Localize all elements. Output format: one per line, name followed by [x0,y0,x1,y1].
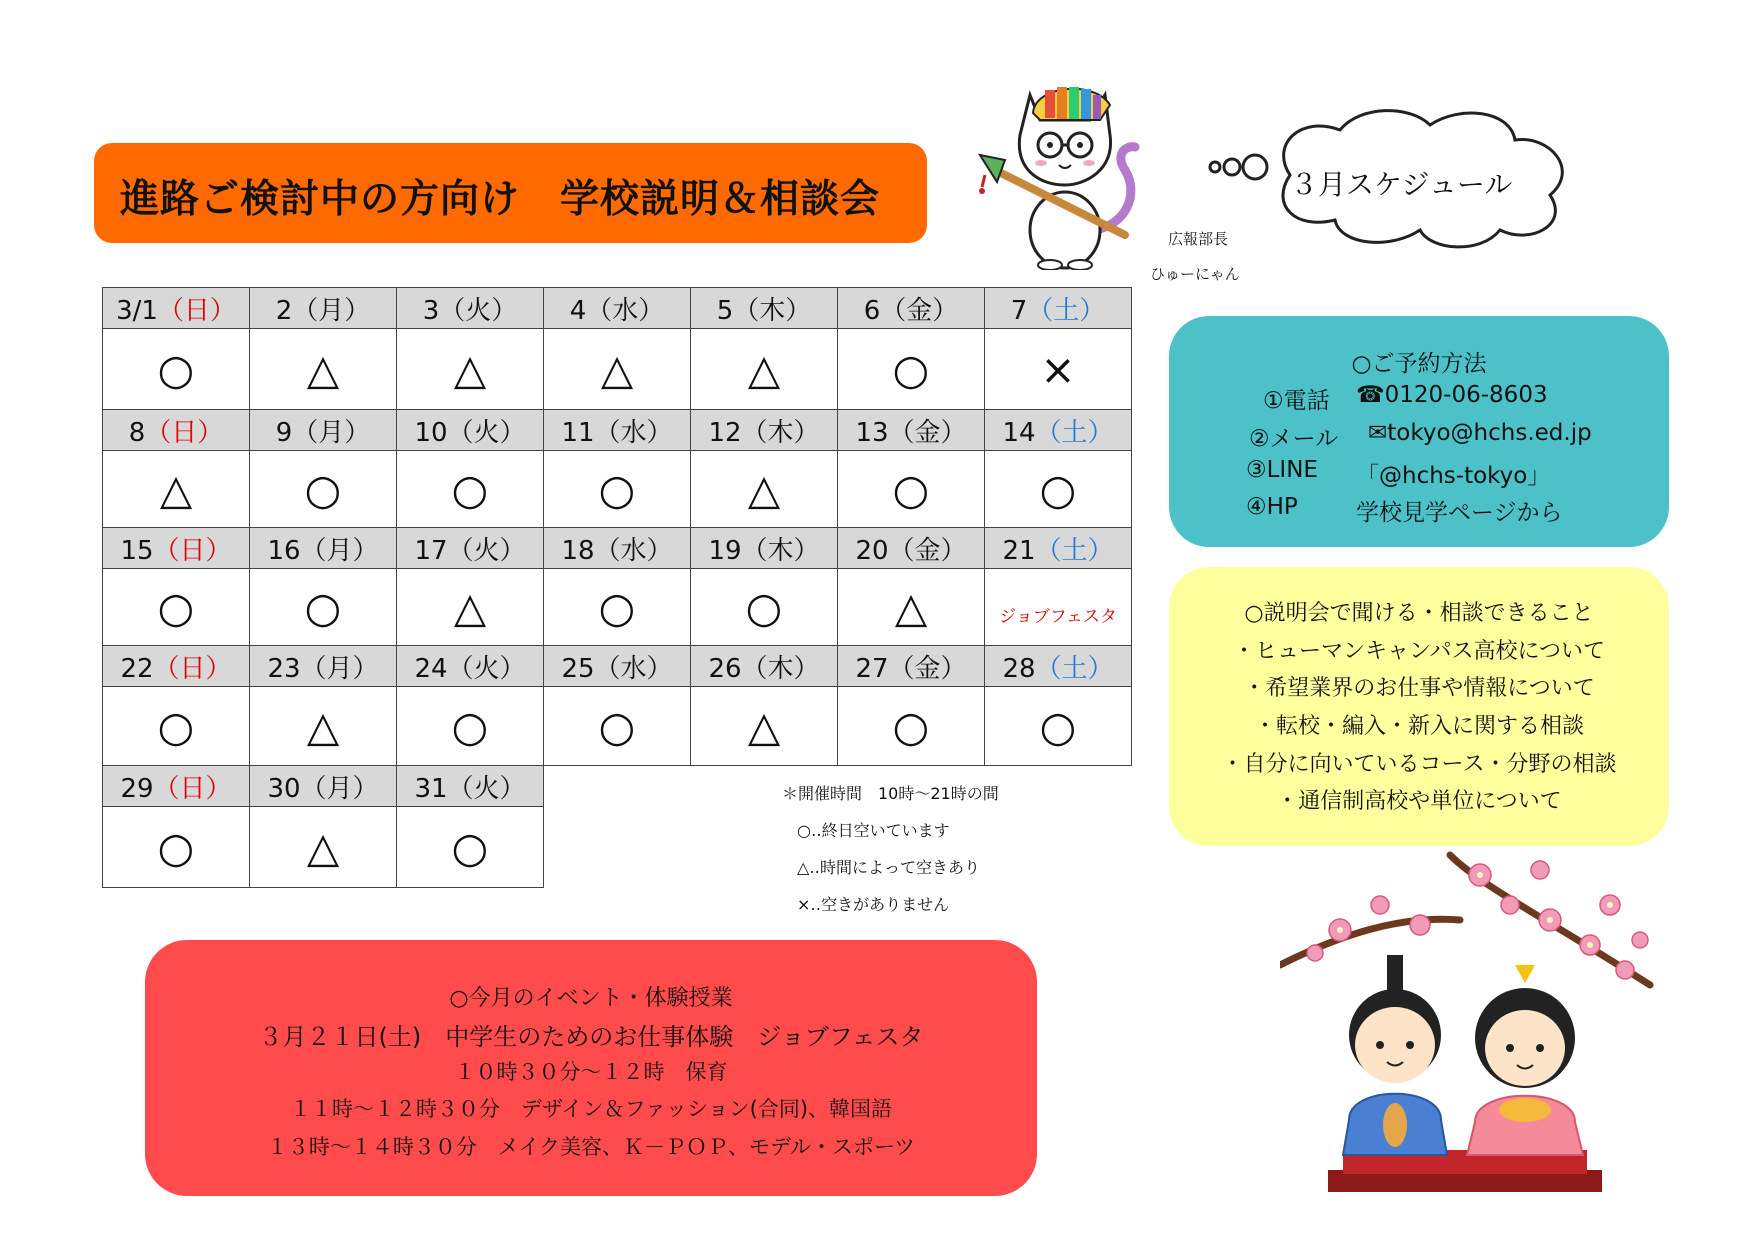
weekday-label: （金） [888,417,967,448]
day-number: 29 [120,773,154,804]
day-number: 17 [414,535,448,566]
date-row [103,288,1132,329]
day-number: 16 [267,535,301,566]
day-number: 19 [708,535,742,566]
day-number: 9 [275,417,293,448]
weekday-label: （土） [1035,535,1114,566]
weekday-label: （火） [447,417,526,448]
availability-cell [985,329,1132,410]
availability-cell [691,687,838,766]
availability-cell [691,329,838,410]
mascot-cat-illustration [975,75,1175,270]
availability-cell [985,569,1132,646]
weekday-label: （日） [157,295,236,326]
availability-cell [397,329,544,410]
weekday-label: （月） [300,653,379,684]
day-number: 4 [569,295,587,326]
date-cell [397,410,544,451]
day-number: 23 [267,653,301,684]
empty-cell [544,766,691,807]
day-number: 13 [855,417,889,448]
date-row [103,528,1132,569]
date-cell [838,410,985,451]
weekday-label: （月） [292,417,371,448]
availability-cell [985,687,1132,766]
availability-cell [544,329,691,410]
day-number: 11 [561,417,595,448]
page-title: 進路ご検討中の方向け 学校説明＆相談会 [120,177,881,222]
weekday-label: （金） [880,295,959,326]
availability-mark: ○ [1039,701,1077,751]
availability-cell [985,451,1132,528]
day-number: 22 [120,653,154,684]
availability-mark: ○ [451,822,489,872]
phone-number[interactable]: ☎0120-06-8603 [1356,382,1548,408]
legend-cross: ×‥空きがありません [797,895,950,914]
weekday-label: （火） [447,653,526,684]
topic-item: ・希望業界のお仕事や情報について [1243,676,1595,701]
weekday-label: （木） [741,417,820,448]
availability-cell [250,329,397,410]
reservation-line-label: ③LINE [1246,457,1318,483]
date-cell [103,288,250,329]
weekday-label: （日） [153,653,232,684]
day-number: 28 [1002,653,1036,684]
topic-item: ・ヒューマンキャンパス高校について [1232,639,1606,664]
availability-cell [103,687,250,766]
empty-cell [985,807,1132,888]
day-number: 21 [1002,535,1036,566]
day-number: 6 [863,295,881,326]
date-cell [838,288,985,329]
availability-mark: △ [894,582,928,632]
availability-mark: × [1040,344,1076,394]
availability-cell [838,569,985,646]
weekday-label: （木） [741,535,820,566]
availability-cell [250,451,397,528]
availability-row [103,569,1132,646]
availability-mark: ○ [451,701,489,751]
events-heading: ○今月のイベント・体験授業 [449,986,733,1011]
availability-mark: ○ [892,464,930,514]
date-cell [838,528,985,569]
availability-cell [397,451,544,528]
legend-hours: ＊開催時間 10時～21時の間 [782,784,999,803]
date-cell [103,410,250,451]
availability-mark: ○ [892,344,930,394]
date-cell [397,288,544,329]
day-number: 2 [275,295,293,326]
weekday-label: （日） [153,535,232,566]
email-address[interactable]: ✉tokyo@hchs.ed.jp [1368,420,1592,446]
availability-mark: △ [747,464,781,514]
day-number: 31 [414,773,448,804]
date-cell [985,288,1132,329]
date-cell [250,288,397,329]
topic-item: ・自分に向いているコース・分野の相談 [1221,752,1617,777]
date-cell [103,766,250,807]
day-number: 10 [414,417,448,448]
availability-mark: △ [306,701,340,751]
availability-cell [838,451,985,528]
date-row [103,410,1132,451]
topic-item: ・転校・編入・新入に関する相談 [1253,714,1584,739]
day-number: 7 [1010,295,1028,326]
reservation-heading: ○ご予約方法 [1351,351,1487,377]
date-cell [250,646,397,687]
legend-circle: ○‥終日空いています [797,821,950,840]
date-cell [691,646,838,687]
availability-cell [250,807,397,888]
availability-mark: △ [453,344,487,394]
date-cell [397,646,544,687]
reservation-hp-label: ④HP [1246,494,1298,520]
events-main: ３月２１日(土) 中学生のためのお仕事体験 ジョブフェスタ [258,1023,924,1051]
date-cell [103,646,250,687]
legend-triangle: △‥時間によって空きあり [797,858,980,877]
day-number: 26 [708,653,742,684]
day-number: 5 [716,295,734,326]
day-number: 27 [855,653,889,684]
date-cell [985,528,1132,569]
availability-cell [691,569,838,646]
event-session: １０時３０分～１２時 保育 [454,1060,728,1084]
empty-cell [544,807,691,888]
availability-mark: ○ [892,701,930,751]
availability-cell [838,329,985,410]
event-label: ジョブフェスタ [999,606,1117,627]
availability-mark: ○ [598,701,636,751]
availability-cell [250,569,397,646]
date-cell [250,528,397,569]
date-cell [544,410,691,451]
weekday-label: （火） [447,535,526,566]
availability-cell [103,451,250,528]
availability-mark: △ [453,582,487,632]
availability-cell [397,687,544,766]
weekday-label: （月） [300,773,379,804]
date-cell [544,288,691,329]
date-cell [691,288,838,329]
date-cell [250,410,397,451]
date-cell [985,410,1132,451]
weekday-label: （水） [594,653,673,684]
weekday-label: （火） [447,773,526,804]
availability-mark: ○ [745,582,783,632]
hina-dolls-illustration [1325,950,1605,1195]
availability-mark: ○ [157,344,195,394]
availability-mark: ○ [304,582,342,632]
weekday-label: （月） [300,535,379,566]
day-number: 20 [855,535,889,566]
availability-cell [544,687,691,766]
availability-mark: △ [747,344,781,394]
weekday-label: （土） [1035,417,1114,448]
weekday-label: （月） [292,295,371,326]
day-number: 3 [422,295,440,326]
weekday-label: （土） [1027,295,1106,326]
availability-cell [691,451,838,528]
hp-link[interactable]: 学校見学ページから [1356,500,1563,526]
weekday-label: （日） [153,773,232,804]
availability-mark: ○ [451,464,489,514]
weekday-label: （日） [145,417,224,448]
weekday-label: （水） [594,535,673,566]
availability-mark: △ [747,701,781,751]
day-number: 8 [128,417,146,448]
date-cell [544,528,691,569]
weekday-label: （金） [888,535,967,566]
weekday-label: （木） [741,653,820,684]
weekday-label: （水） [594,417,673,448]
availability-mark: ○ [598,464,636,514]
reservation-mail-label: ②メール [1249,426,1339,452]
topics-heading: ○説明会で聞ける・相談できること [1244,601,1594,626]
weekday-label: （水） [586,295,665,326]
weekday-label: （土） [1035,653,1114,684]
day-number: 25 [561,653,595,684]
availability-mark: ○ [157,582,195,632]
empty-cell [985,766,1132,807]
day-number: 12 [708,417,742,448]
availability-mark: ○ [598,582,636,632]
day-number: 3/1 [116,295,158,326]
availability-cell [544,569,691,646]
date-cell [103,528,250,569]
availability-row [103,451,1132,528]
date-cell [985,646,1132,687]
date-cell [838,646,985,687]
availability-mark: ○ [157,701,195,751]
availability-cell [544,451,691,528]
date-cell [397,528,544,569]
event-session: １１時～１２時３０分 デザイン＆ファッション(合同)、韓国語 [289,1097,893,1121]
weekday-label: （金） [888,653,967,684]
date-cell [250,766,397,807]
date-cell [397,766,544,807]
availability-mark: △ [306,822,340,872]
availability-mark: △ [159,464,193,514]
line-id[interactable]: 「@hchs-tokyo」 [1356,463,1551,489]
availability-mark: △ [600,344,634,394]
mascot-name: ひゅーにゃん [1150,265,1240,283]
day-number: 15 [120,535,154,566]
date-cell [691,410,838,451]
availability-cell [103,329,250,410]
date-row [103,646,1132,687]
date-cell [691,528,838,569]
availability-row [103,687,1132,766]
day-number: 30 [267,773,301,804]
weekday-label: （木） [733,295,812,326]
day-number: 24 [414,653,448,684]
availability-cell [103,569,250,646]
availability-mark: △ [306,344,340,394]
availability-mark: ○ [157,822,195,872]
availability-cell [838,687,985,766]
availability-mark: ○ [1039,464,1077,514]
availability-cell [397,807,544,888]
mascot-role: 広報部長 [1168,230,1229,248]
availability-cell [397,569,544,646]
bubble-text: ３月スケジュール [1290,168,1513,201]
day-number: 14 [1002,417,1036,448]
topic-item: ・通信制高校や単位について [1276,789,1562,814]
availability-mark: ○ [304,464,342,514]
weekday-label: （火） [439,295,518,326]
availability-row [103,329,1132,410]
availability-cell [103,807,250,888]
day-number: 18 [561,535,595,566]
reservation-phone-label: ①電話 [1263,388,1330,414]
availability-cell [250,687,397,766]
date-cell [544,646,691,687]
event-session: １３時～１４時３０分 メイク美容、Ｋ－ＰＯＰ、モデル・スポーツ [266,1135,916,1159]
